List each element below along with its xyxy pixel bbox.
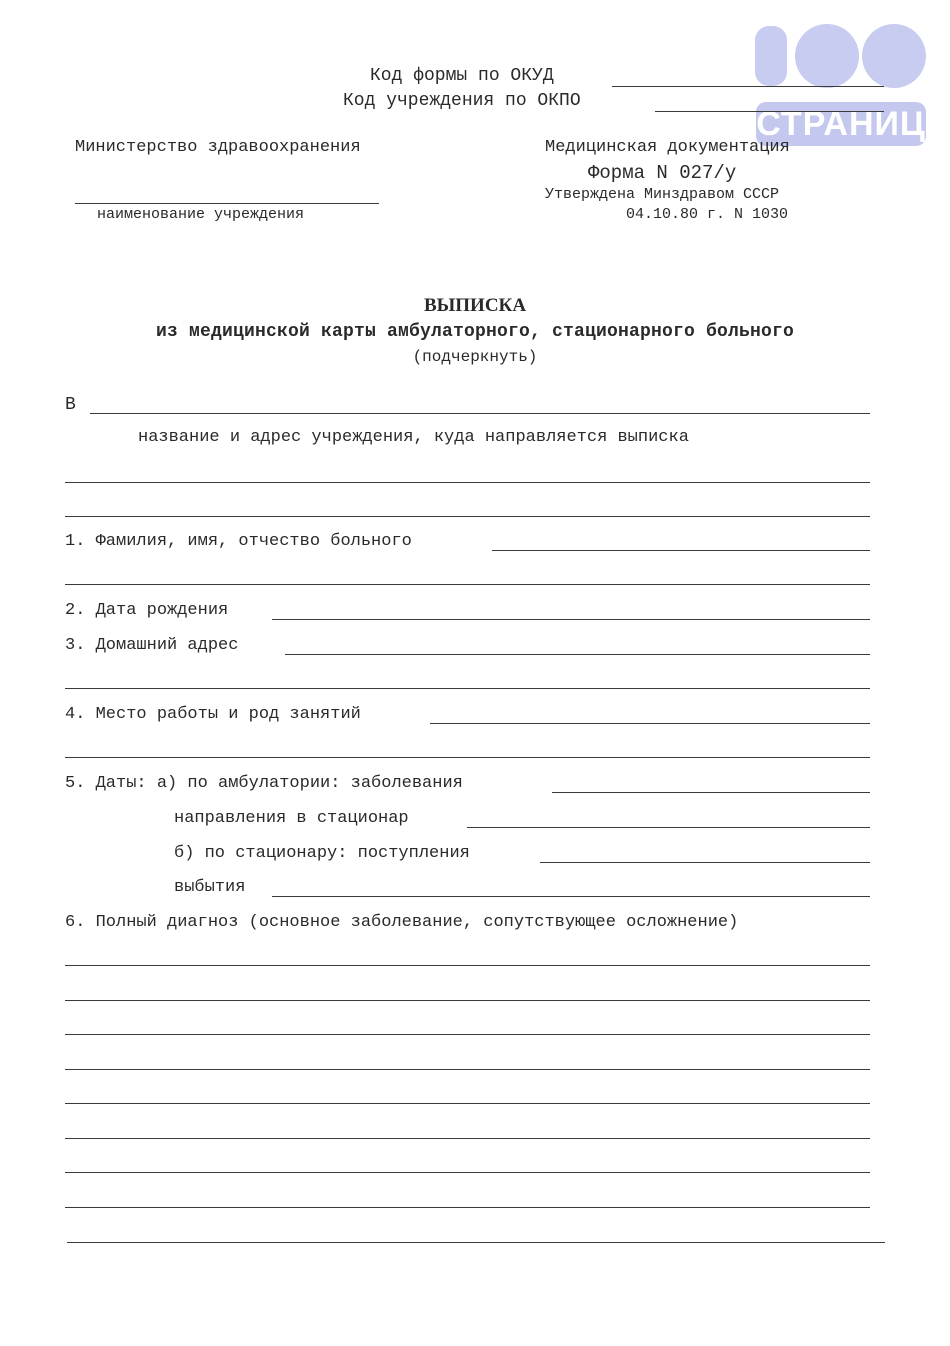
approved-by: Утверждена Минздравом СССР — [545, 186, 780, 203]
address-field[interactable] — [285, 654, 870, 655]
referral-date-field[interactable] — [467, 827, 870, 828]
diagnosis-field-line[interactable] — [65, 1069, 870, 1070]
approval-date: 04.10.80 г. N 1030 — [626, 206, 789, 223]
okud-field[interactable] — [612, 86, 884, 87]
field-label-dates-inpatient: б) по стационару: поступления — [174, 844, 470, 863]
field-label-fullname: 1. Фамилия, имя, отчество больного — [65, 532, 412, 551]
diagnosis-field-line[interactable] — [65, 1207, 870, 1208]
field-label-discharge: выбытия — [174, 878, 246, 897]
okpo-field[interactable] — [655, 111, 884, 112]
workplace-field-line-2[interactable] — [65, 757, 870, 758]
ministry-label: Министерство здравоохранения — [75, 138, 361, 157]
recipient-field[interactable] — [90, 413, 870, 414]
field-label-dates-outpatient: 5. Даты: а) по амбулатории: заболевания — [65, 774, 463, 793]
field-label-diagnosis: 6. Полный диагноз (основное заболевание, сопутствующее осложнение) — [65, 913, 739, 932]
diagnosis-field-line[interactable] — [65, 965, 870, 966]
institution-caption: наименование учреждения — [97, 206, 305, 223]
okud-label: Код формы по ОКУД — [370, 66, 554, 86]
field-label-address: 3. Домашний адрес — [65, 636, 239, 655]
doc-type-label: Медицинская документация — [545, 138, 790, 157]
underline-note: (подчеркнуть) — [412, 348, 538, 366]
field-label-workplace: 4. Место работы и род занятий — [65, 705, 361, 724]
form-number: Форма N 027/у — [588, 162, 737, 184]
page-subtitle: из медицинской карты амбулаторного, стационарного больного — [155, 322, 795, 342]
admission-date-field[interactable] — [540, 862, 870, 863]
discharge-date-field[interactable] — [272, 896, 870, 897]
illness-date-field[interactable] — [552, 792, 870, 793]
recipient-field-line-2[interactable] — [65, 482, 870, 483]
diagnosis-field-line[interactable] — [65, 1034, 870, 1035]
watermark-badge: СТРАНИЦ — [756, 102, 926, 146]
workplace-field[interactable] — [430, 723, 870, 724]
field-label-birthdate: 2. Дата рождения — [65, 601, 229, 620]
recipient-prefix: В — [65, 395, 76, 415]
field-label-referral: направления в стационар — [174, 809, 409, 828]
recipient-caption: название и адрес учреждения, куда направляется выписка — [138, 428, 689, 447]
watermark-digit-zero — [795, 24, 859, 88]
watermark-digit-zero — [862, 24, 926, 88]
institution-name-field[interactable] — [75, 203, 379, 204]
watermark-digit-one — [755, 26, 787, 86]
diagnosis-field-line[interactable] — [67, 1242, 885, 1243]
address-field-line-2[interactable] — [65, 688, 870, 689]
fullname-field-line-2[interactable] — [65, 584, 870, 585]
okpo-label: Код учреждения по ОКПО — [343, 91, 581, 111]
page-title: ВЫПИСКА — [423, 295, 527, 316]
birthdate-field[interactable] — [272, 619, 870, 620]
fullname-field[interactable] — [492, 550, 870, 551]
diagnosis-field-line[interactable] — [65, 1103, 870, 1104]
diagnosis-field-line[interactable] — [65, 1138, 870, 1139]
diagnosis-field-line[interactable] — [65, 1172, 870, 1173]
diagnosis-field-line[interactable] — [65, 1000, 870, 1001]
recipient-field-line-3[interactable] — [65, 516, 870, 517]
